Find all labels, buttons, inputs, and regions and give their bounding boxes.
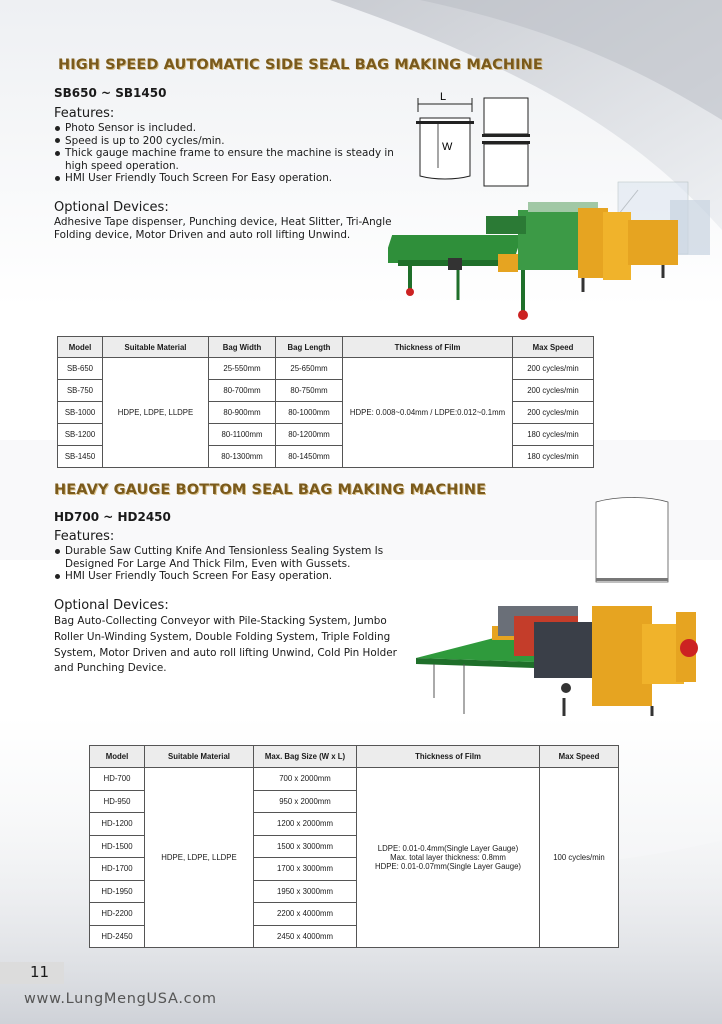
size-cell: 1200 x 2000mm bbox=[254, 813, 357, 836]
feature-item: Durable Saw Cutting Knife And Tensionless Sealing System Is Designed For Large And Thick Film, Even with Gussets. bbox=[54, 545, 409, 570]
length-cell: 25-650mm bbox=[276, 358, 343, 380]
section1-features-list bbox=[54, 122, 409, 185]
length-cell: 80-750mm bbox=[276, 380, 343, 402]
model-cell: SB-650 bbox=[58, 358, 103, 380]
section2-optional-heading: Optional Devices: bbox=[54, 598, 169, 613]
width-cell: 80-1100mm bbox=[209, 424, 276, 446]
length-cell: 80-1000mm bbox=[276, 402, 343, 424]
website-link[interactable]: www.LungMengUSA.com bbox=[24, 991, 217, 1007]
column-header: Max. Bag Size (W x L) bbox=[254, 746, 357, 768]
feature-item: Thick gauge machine frame to ensure the machine is steady in high speed operation. bbox=[54, 147, 409, 172]
model-cell: HD-700 bbox=[90, 768, 145, 791]
model-cell: SB-1200 bbox=[58, 424, 103, 446]
length-label: L bbox=[440, 91, 447, 103]
section1-title: HIGH SPEED AUTOMATIC SIDE SEAL BAG MAKING MACHINE bbox=[58, 57, 543, 73]
width-cell: 80-1300mm bbox=[209, 446, 276, 468]
thickness-line: LDPE: 0.01-0.4mm(Single Layer Gauge) bbox=[377, 844, 519, 853]
width-label: W bbox=[442, 141, 453, 153]
width-cell: 80-900mm bbox=[209, 402, 276, 424]
column-header: Max Speed bbox=[513, 337, 594, 358]
section2-optional-text: Bag Auto-Collecting Conveyor with Pile-Stacking System, Jumbo Roller Un-Winding System, Double Folding System, Triple Folding System, Motor Driven and auto roll lifting Unwind, Cold Pin Holder and Punching Device. bbox=[54, 615, 397, 675]
column-header: Bag Length bbox=[276, 337, 343, 358]
column-header: Bag Width bbox=[209, 337, 276, 358]
column-header: Thickness of Film bbox=[343, 337, 513, 358]
model-cell: HD-1500 bbox=[90, 835, 145, 858]
width-cell: 25-550mm bbox=[209, 358, 276, 380]
model-cell: HD-950 bbox=[90, 790, 145, 813]
section2-features-list bbox=[54, 545, 409, 583]
size-cell: 2450 x 4000mm bbox=[254, 925, 357, 948]
thickness-cell: HDPE: 0.008~0.04mm / LDPE:0.012~0.1mm bbox=[343, 358, 513, 468]
model-cell: HD-1200 bbox=[90, 813, 145, 836]
length-cell: 80-1450mm bbox=[276, 446, 343, 468]
material-cell: HDPE, LDPE, LLDPE bbox=[103, 358, 209, 468]
column-header: Model bbox=[90, 746, 145, 768]
feature-item: Speed is up to 200 cycles/min. bbox=[54, 135, 409, 148]
thickness-line: Max. total layer thickness: 0.8mm bbox=[390, 853, 506, 862]
column-header: Model bbox=[58, 337, 103, 358]
sb-spec-table bbox=[57, 336, 594, 468]
bottom-seal-bag-diagram bbox=[592, 494, 672, 586]
section1-optional-text: Adhesive Tape dispenser, Punching device, Heat Slitter, Tri-Angle Folding device, Motor Driven and auto roll lifting Unwind. bbox=[54, 216, 392, 241]
speed-cell: 200 cycles/min bbox=[513, 380, 594, 402]
model-cell: SB-750 bbox=[58, 380, 103, 402]
size-cell: 2200 x 4000mm bbox=[254, 903, 357, 926]
model-cell: HD-1700 bbox=[90, 858, 145, 881]
size-cell: 1700 x 3000mm bbox=[254, 858, 357, 881]
table-row bbox=[58, 358, 594, 380]
size-cell: 700 x 2000mm bbox=[254, 768, 357, 791]
column-header: Suitable Material bbox=[145, 746, 254, 768]
material-cell: HDPE, LDPE, LLDPE bbox=[145, 768, 254, 948]
size-cell: 1950 x 3000mm bbox=[254, 880, 357, 903]
feature-item: HMI User Friendly Touch Screen For Easy operation. bbox=[54, 570, 409, 583]
section1-model-range: SB650 ~ SB1450 bbox=[54, 86, 167, 100]
section2-title: HEAVY GAUGE BOTTOM SEAL BAG MAKING MACHINE bbox=[54, 482, 487, 498]
section1-features-heading: Features: bbox=[54, 106, 115, 121]
column-header: Thickness of Film bbox=[357, 746, 540, 768]
speed-cell: 180 cycles/min bbox=[513, 424, 594, 446]
section1-optional-heading: Optional Devices: bbox=[54, 200, 169, 215]
width-cell: 80-700mm bbox=[209, 380, 276, 402]
column-header: Suitable Material bbox=[103, 337, 209, 358]
speed-cell: 200 cycles/min bbox=[513, 358, 594, 380]
page-number: 11 bbox=[30, 963, 50, 981]
speed-cell: 200 cycles/min bbox=[513, 402, 594, 424]
feature-item: HMI User Friendly Touch Screen For Easy operation. bbox=[54, 172, 409, 185]
model-cell: HD-1950 bbox=[90, 880, 145, 903]
side-seal-machine-image bbox=[388, 180, 722, 330]
feature-item: Photo Sensor is included. bbox=[54, 122, 409, 135]
bottom-seal-machine-image bbox=[414, 598, 714, 720]
speed-cell: 100 cycles/min bbox=[540, 768, 619, 948]
speed-cell: 180 cycles/min bbox=[513, 446, 594, 468]
model-cell: SB-1000 bbox=[58, 402, 103, 424]
section2-model-range: HD700 ~ HD2450 bbox=[54, 510, 171, 524]
hd-spec-table bbox=[89, 745, 619, 948]
thickness-line: HDPE: 0.01-0.07mm(Single Layer Gauge) bbox=[374, 862, 522, 871]
model-cell: HD-2450 bbox=[90, 925, 145, 948]
model-cell: SB-1450 bbox=[58, 446, 103, 468]
size-cell: 950 x 2000mm bbox=[254, 790, 357, 813]
length-cell: 80-1200mm bbox=[276, 424, 343, 446]
column-header: Max Speed bbox=[540, 746, 619, 768]
model-cell: HD-2200 bbox=[90, 903, 145, 926]
section2-features-heading: Features: bbox=[54, 529, 115, 544]
side-seal-bag-diagram bbox=[410, 88, 560, 190]
table-row bbox=[90, 768, 619, 791]
thickness-cell bbox=[357, 768, 540, 948]
size-cell: 1500 x 3000mm bbox=[254, 835, 357, 858]
